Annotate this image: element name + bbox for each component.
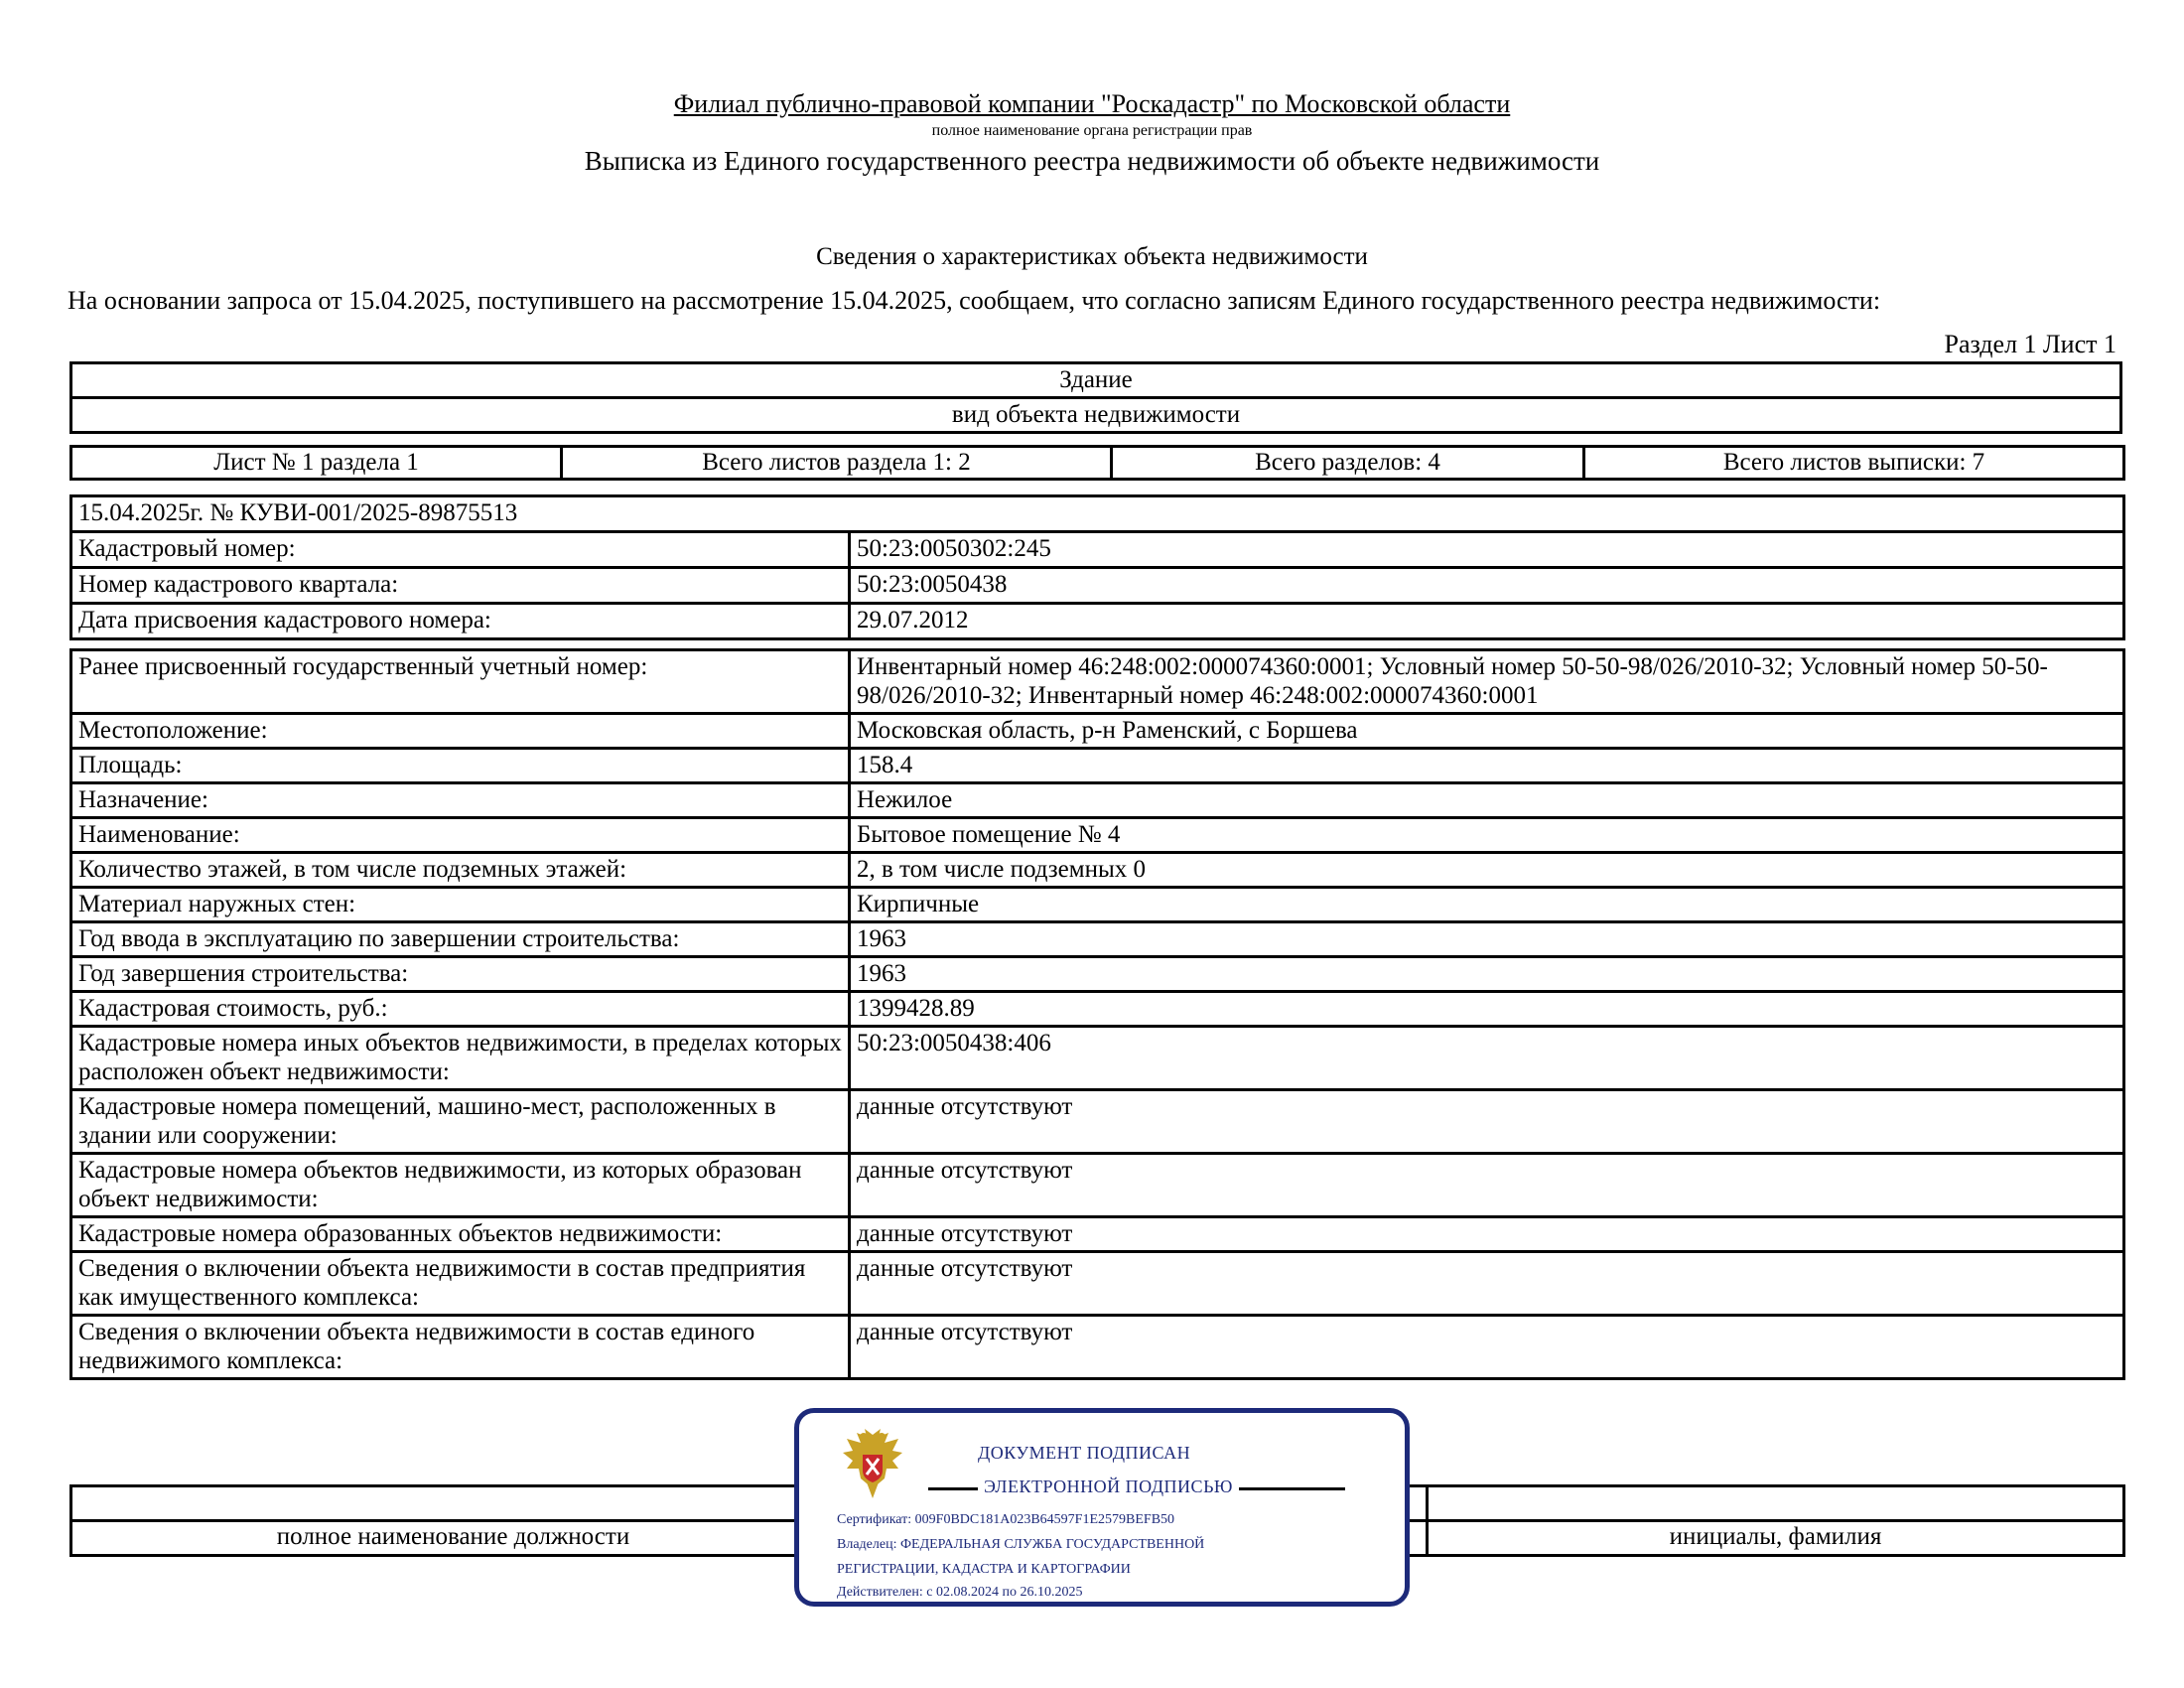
extract-sheets-total: Всего листов выписки: 7 — [1584, 447, 2124, 480]
row-value: данные отсутствуют — [850, 1316, 2124, 1379]
row-label: Назначение: — [71, 783, 850, 818]
table-row — [71, 1090, 2124, 1154]
registration-body-caption: полное наименование органа регистрации прав — [931, 122, 1253, 139]
electronic-signature-stamp — [794, 1408, 1410, 1607]
row-value: Нежилое — [850, 783, 2124, 818]
row-value: Инвентарный номер 46:248:002:000074360:0001; Условный номер 50-50-98/026/2010-32; Условный номер 50-50-98/026/2010-32; Инвентарный номер 46:248:002:000074360:0001 — [850, 650, 2124, 714]
table-row — [71, 1316, 2124, 1379]
row-value: Московская область, р-н Раменский, с Боршева — [850, 714, 2124, 749]
row-label: Год ввода в эксплуатацию по завершении строительства: — [71, 922, 850, 957]
name-caption: инициалы, фамилия — [1428, 1521, 2124, 1556]
table-row — [71, 1217, 2124, 1252]
row-label: Площадь: — [71, 749, 850, 783]
row-label: Сведения о включении объекта недвижимости в состав предприятия как имущественного комплекса: — [71, 1252, 850, 1316]
table-row — [71, 922, 2124, 957]
russian-coat-of-arms-icon — [837, 1425, 908, 1502]
row-value: 1399428.89 — [850, 992, 2124, 1027]
row-label: Количество этажей, в том числе подземных этажей: — [71, 853, 850, 888]
row-label: Дата присвоения кадастрового номера: — [71, 604, 850, 639]
row-value: 50:23:0050438 — [850, 568, 2124, 604]
section-sheets-total: Всего листов раздела 1: 2 — [562, 447, 1112, 480]
table-row — [71, 853, 2124, 888]
object-kind-value: Здание — [71, 363, 2121, 398]
row-value: Кирпичные — [850, 888, 2124, 922]
row-label: Кадастровые номера иных объектов недвижимости, в пределах которых расположен объект недвижимости: — [71, 1027, 850, 1090]
table-row — [71, 992, 2124, 1027]
table-row — [71, 650, 2124, 714]
position-field — [71, 1486, 836, 1521]
table-row — [71, 1027, 2124, 1090]
cadastral-head-table — [69, 494, 2125, 640]
request-basis-text: На основании запроса от 15.04.2025, поступившего на рассмотрение 15.04.2025, сообщаем, что согласно записям Единого государственного реестра недвижимости: — [68, 286, 1881, 315]
row-label: Ранее присвоенный государственный учетный номер: — [71, 650, 850, 714]
name-field — [1428, 1486, 2124, 1521]
row-label: Кадастровый номер: — [71, 532, 850, 568]
table-row — [71, 714, 2124, 749]
table-row — [71, 888, 2124, 922]
stamp-signature-line: ЭЛЕКТРОННОЙ ПОДПИСЬЮ — [978, 1477, 1239, 1497]
row-value: 50:23:0050302:245 — [850, 532, 2124, 568]
row-value: данные отсутствуют — [850, 1154, 2124, 1217]
row-value: Бытовое помещение № 4 — [850, 818, 2124, 853]
row-value: данные отсутствуют — [850, 1252, 2124, 1316]
table-row — [71, 783, 2124, 818]
row-label: Кадастровые номера объектов недвижимости, из которых образован объект недвижимости: — [71, 1154, 850, 1217]
object-kind-caption: вид объекта недвижимости — [71, 398, 2121, 433]
row-value: 50:23:0050438:406 — [850, 1027, 2124, 1090]
table-row — [71, 604, 2124, 639]
row-label: Сведения о включении объекта недвижимости в состав единого недвижимого комплекса: — [71, 1316, 850, 1379]
table-row — [71, 749, 2124, 783]
stamp-validity: Действителен: с 02.08.2024 по 26.10.2025 — [837, 1585, 1083, 1600]
registration-body-name: Филиал публично-правовой компании "Роскадастр" по Московской области — [673, 89, 1511, 118]
row-label: Наименование: — [71, 818, 850, 853]
row-label: Кадастровые номера помещений, машино-мест, расположенных в здании или сооружении: — [71, 1090, 850, 1154]
table-row — [71, 568, 2124, 604]
document-title: Выписка из Единого государственного реестра недвижимости об объекте недвижимости — [584, 146, 1600, 176]
row-value: данные отсутствуют — [850, 1090, 2124, 1154]
section-title: Сведения о характеристиках объекта недвижимости — [816, 243, 1368, 270]
row-label: Кадастровые номера образованных объектов недвижимости: — [71, 1217, 850, 1252]
table-row — [71, 532, 2124, 568]
row-value: 158.4 — [850, 749, 2124, 783]
stamp-certificate: Сертификат: 009F0BDC181A023B64597F1E2579BEFB50 — [837, 1512, 1175, 1527]
row-label: Местоположение: — [71, 714, 850, 749]
row-label: Год завершения строительства: — [71, 957, 850, 992]
document-reference: 15.04.2025г. № КУВИ-001/2025-89875513 — [71, 496, 2124, 532]
object-kind-table — [69, 361, 2122, 434]
sheets-info-table — [69, 445, 2125, 481]
row-label: Кадастровая стоимость, руб.: — [71, 992, 850, 1027]
stamp-owner-line2: РЕГИСТРАЦИИ, КАДАСТРА И КАРТОГРАФИИ — [837, 1562, 1131, 1577]
sheet-number: Лист № 1 раздела 1 — [71, 447, 562, 480]
stamp-owner-line1: Владелец: ФЕДЕРАЛЬНАЯ СЛУЖБА ГОСУДАРСТВЕННОЙ — [837, 1537, 1205, 1552]
position-caption: полное наименование должности — [71, 1521, 836, 1556]
row-label: Материал наружных стен: — [71, 888, 850, 922]
sections-total: Всего разделов: 4 — [1112, 447, 1584, 480]
table-row — [71, 1252, 2124, 1316]
row-value: 1963 — [850, 922, 2124, 957]
characteristics-table — [69, 648, 2125, 1380]
row-value: 29.07.2012 — [850, 604, 2124, 639]
stamp-signed-line: ДОКУМЕНТ ПОДПИСАН — [978, 1443, 1191, 1463]
row-value: 2, в том числе подземных 0 — [850, 853, 2124, 888]
row-label: Номер кадастрового квартала: — [71, 568, 850, 604]
row-value: 1963 — [850, 957, 2124, 992]
table-row — [71, 1154, 2124, 1217]
section-sheet-reference: Раздел 1 Лист 1 — [1944, 330, 2116, 358]
table-row — [71, 957, 2124, 992]
row-value: данные отсутствуют — [850, 1217, 2124, 1252]
table-row — [71, 818, 2124, 853]
